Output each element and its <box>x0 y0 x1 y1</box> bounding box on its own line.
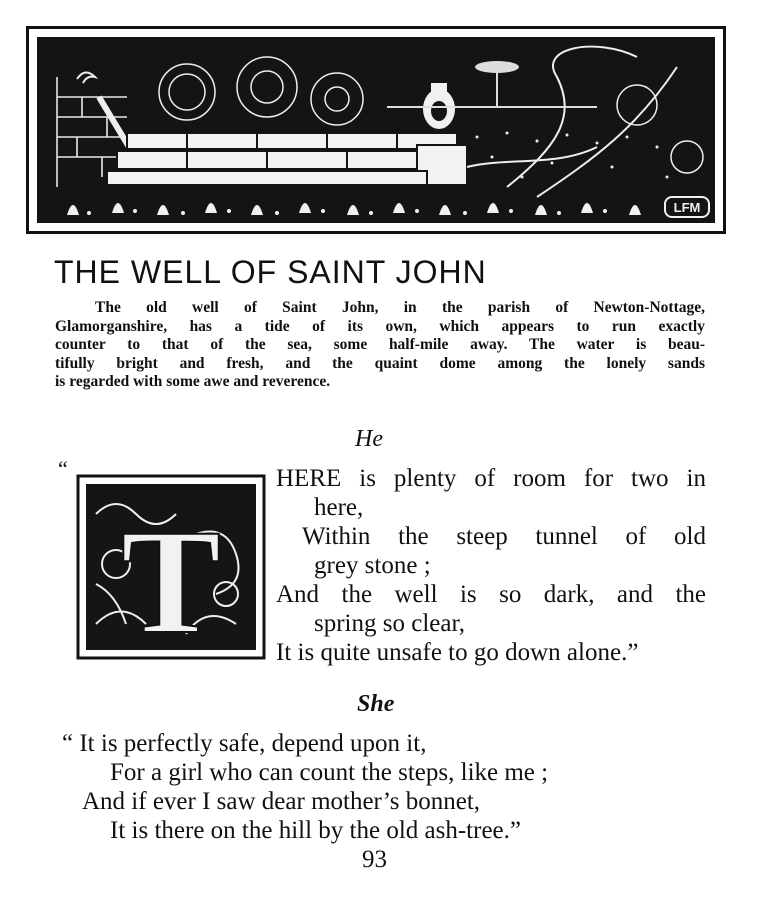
verse-line: grey stone ; <box>314 552 431 579</box>
speaker-he: He <box>355 426 383 452</box>
dropcap-t <box>76 474 266 665</box>
verse-line: It is there on the hill by the old ash-tree.” <box>110 817 521 844</box>
intro-line: counter to that of the sea, some half-mile away. The water is beau- <box>55 336 705 353</box>
verse-line: It is quite unsafe to go down alone.” <box>276 639 639 666</box>
speaker-she: She <box>357 691 395 717</box>
intro-paragraph <box>55 299 705 392</box>
page-number: 93 <box>362 846 387 873</box>
open-quote: “ <box>58 456 68 481</box>
well-garden-illustration <box>37 37 715 223</box>
intro-line: Glamorganshire, has a tide of its own, which appears to run exactly <box>55 317 705 335</box>
stanza-she <box>62 729 722 845</box>
verse-line: For a girl who can count the steps, like me ; <box>110 759 549 786</box>
verse-line: “ It is perfectly safe, depend upon it, <box>62 730 427 757</box>
verse-line: here, <box>314 494 364 521</box>
verse-line: And if ever I saw dear mother’s bonnet, <box>82 788 481 815</box>
verse-line: spring so clear, <box>314 610 466 637</box>
header-illustration <box>26 26 726 234</box>
svg-text:T: T <box>120 499 222 660</box>
verse-line: Within the steep tunnel of old <box>302 523 706 550</box>
svg-text:LFM: LFM <box>673 200 701 215</box>
verse-line: HERE is plenty of room for two in <box>276 465 706 492</box>
stone-well <box>107 133 467 185</box>
intro-line: is regarded with some awe and reverence. <box>55 373 331 390</box>
verse-line: And the well is so dark, and the <box>276 581 706 608</box>
poem-title: THE WELL OF SAINT JOHN <box>54 254 487 290</box>
intro-line: The old well of Saint John, in the parish of Newton-Nottage, <box>95 299 705 316</box>
stanza-he <box>276 464 706 667</box>
lfm-monogram <box>665 197 709 217</box>
intro-line: tifully bright and fresh, and the quaint dome among the lonely sands <box>55 354 705 372</box>
